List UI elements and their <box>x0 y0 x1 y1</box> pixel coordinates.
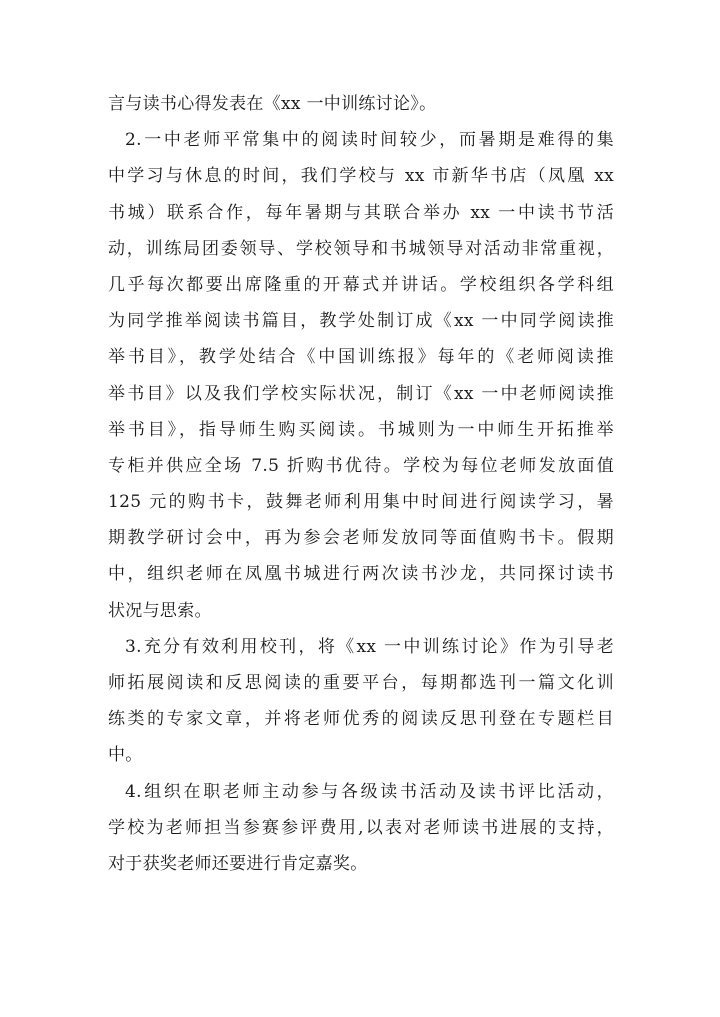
text-line: 中。 <box>108 745 143 766</box>
text-line: 举书目》以及我们学校实际状况，制订《xx 一中老师阅读推 <box>108 383 614 404</box>
document-body <box>108 86 614 882</box>
text-line: 书城）联系合作，每年暑期与其联合举办 xx 一中读书节活 <box>108 202 614 223</box>
text-line: 125 元的购书卡，鼓舞老师利用集中时间进行阅读学习，暑 <box>108 492 614 513</box>
text-line: 师拓展阅读和反思阅读的重要平台，每期都选刊一篇文化训 <box>108 673 614 693</box>
text-line: 练类的专家文章，并将老师优秀的阅读反思刊登在专题栏目 <box>108 709 614 730</box>
text-line: 动，训练局团委领导、学校领导和书城领导对活动非常重视， <box>108 238 614 259</box>
text-line: 3.充分有效利用校刊，将《xx 一中训练讨论》作为引导老 <box>125 636 614 657</box>
text-line: 几乎每次都要出席隆重的开幕式并讲话。学校组织各学科组 <box>108 274 614 295</box>
text-line: 言与读书心得发表在《xx 一中训练讨论》。 <box>108 94 437 114</box>
text-line: 为同学推举阅读书篇目，教学处制订成《xx 一中同学阅读推 <box>108 311 614 332</box>
text-line: 对于获奖老师还要进行肯定嘉奖。 <box>108 853 368 874</box>
text-line: 学校为老师担当参赛参评费用,以表对老师读书进展的支持， <box>108 817 614 838</box>
text-line: 专柜并供应全场 7.5 折购书优待。学校为每位老师发放面值 <box>108 455 614 476</box>
text-line: 举书目》，教学处结合《中国训练报》每年的《老师阅读推 <box>108 347 614 368</box>
text-line: 中，组织老师在凤凰书城进行两次读书沙龙，共同探讨读书 <box>108 564 614 585</box>
text-line: 状况与思索。 <box>108 600 212 621</box>
text-line: 举书目》，指导师生购买阅读。书城则为一中师生开拓推举 <box>108 419 614 440</box>
text-line: 2.一中老师平常集中的阅读时间较少，而暑期是难得的集 <box>125 130 614 151</box>
text-line: 4.组织在职老师主动参与各级读书活动及读书评比活动， <box>125 781 614 802</box>
text-line: 中学习与休息的时间，我们学校与 xx 市新华书店（凤凰 xx <box>108 166 614 187</box>
text-line: 期教学研讨会中，再为参会老师发放同等面值购书卡。假期 <box>108 528 614 549</box>
